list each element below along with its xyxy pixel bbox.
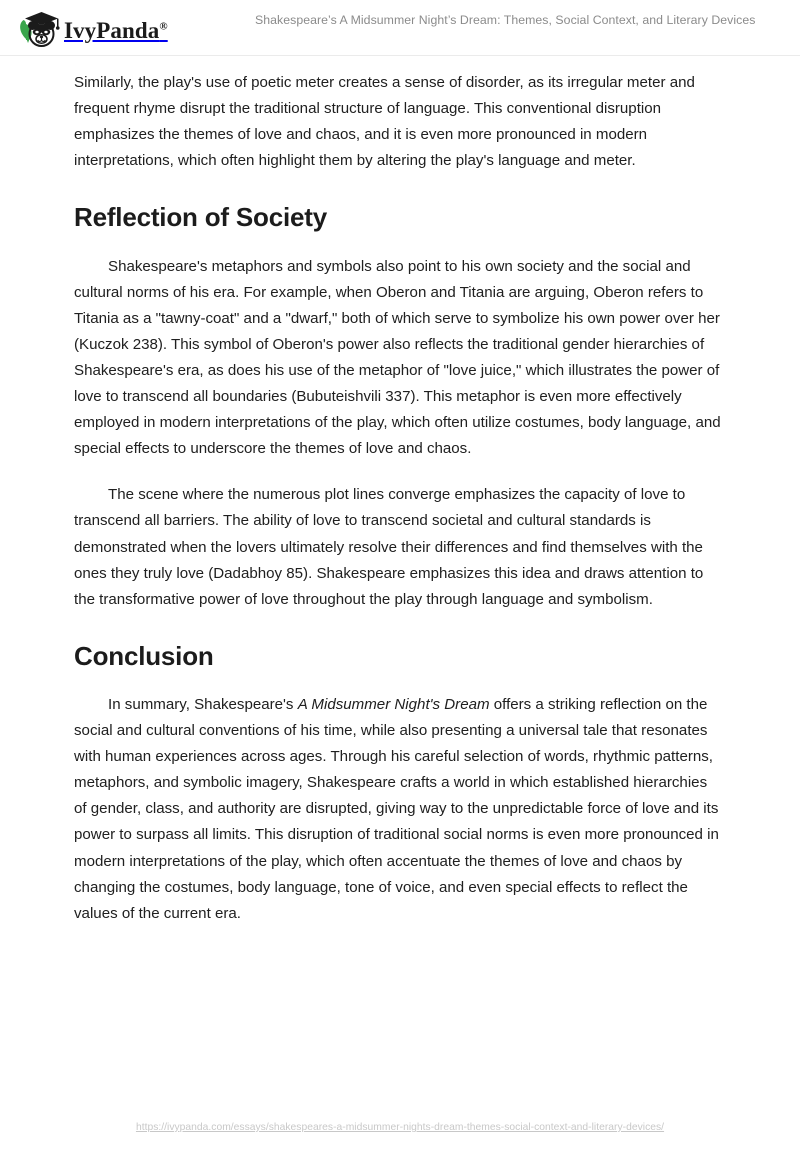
page-footer [0,1116,800,1160]
spacer [74,234,722,254]
page-header [0,0,800,56]
brand-logo-link[interactable] [14,8,168,52]
spacer [74,672,722,692]
paragraph-conclusion [74,692,722,927]
brand-name-text: IvyPanda [64,17,160,43]
brand-name [64,19,168,42]
work-title-midsummer: A Midsummer Night's Dream [297,695,490,713]
conclusion-text-rest: offers a striking reflection on the social and cultural conventions of his time, while also presenting a universal tale that resonates with human experiences across ages. Through his careful selection of words, rhythmic patterns, metaphors, and symbolic imagery, Shakespeare crafts a world in which established hierarchies of gender, class, and authority are disrupted, giving way to the unpredictable force of love and its power to surpass all limits. This disruption of traditional social norms is even more pronounced in modern interpretations of the play, which often accentuate the themes of love and chaos by changing the costumes, body language, tone of voice, and even special effects to reflect the values of the current era. [74,695,719,922]
paragraph-metaphors-symbols: Shakespeare's metaphors and symbols also point to his own society and the social and cultural norms of his era. For example, when Oberon and Titania are arguing, Oberon refers to Titania as a "tawny-coat" and a "dwarf," both of which serve to symbolize his own power over her (Kuczok 238). This symbol of Oberon's power also reflects the traditional gender hierarchies of Shakespeare's era, as does his use of the metaphor of "love juice," which illustrates the power of love to transcend all boundaries (Bubuteishvili 337). This metaphor is even more effectively employed in modern interpretations of the play, which often utilize costumes, body language, and special effects to underscore the themes of love and chaos. [74,257,721,458]
heading-conclusion: Conclusion [74,640,214,671]
conclusion-text-lead: In summary, Shakespeare's [108,695,298,713]
registered-trademark-mark: ® [159,19,168,32]
document-title: Shakespeare’s A Midsummer Night’s Dream: Themes, Social Context, and Literary Devices [255,13,756,27]
source-url-link[interactable]: https://ivypanda.com/essays/shakespeares-a-midsummer-nights-dream-themes-social-context-and-literary-devices/ [135,1122,665,1133]
paragraph-plot-lines-converge: The scene where the numerous plot lines converge emphasizes the capacity of love to transcend all barriers. The ability of love to transcend societal and cultural standards is demonstrated when the lovers ultimately resolve their differences and find themselves with the ones they truly love (Dadabhoy 85). Shakespeare emphasizes this idea and draws attention to the transformative power of love throughout the play through language and symbolism. [74,486,704,608]
article-content [74,70,722,927]
paragraph-poetic-meter: Similarly, the play's use of poetic meter creates a sense of disorder, as its irregular meter and frequent rhyme disrupt the traditional structure of language. This conventional disruption emphasizes the themes of love and chaos, and it is even more pronounced in modern interpretations, which often highlight them by altering the play's language and meter. [74,74,695,170]
spacer [74,174,722,202]
spacer [74,613,722,641]
panda-graduate-logo-icon [14,9,60,51]
heading-reflection-of-society: Reflection of Society [74,202,327,233]
